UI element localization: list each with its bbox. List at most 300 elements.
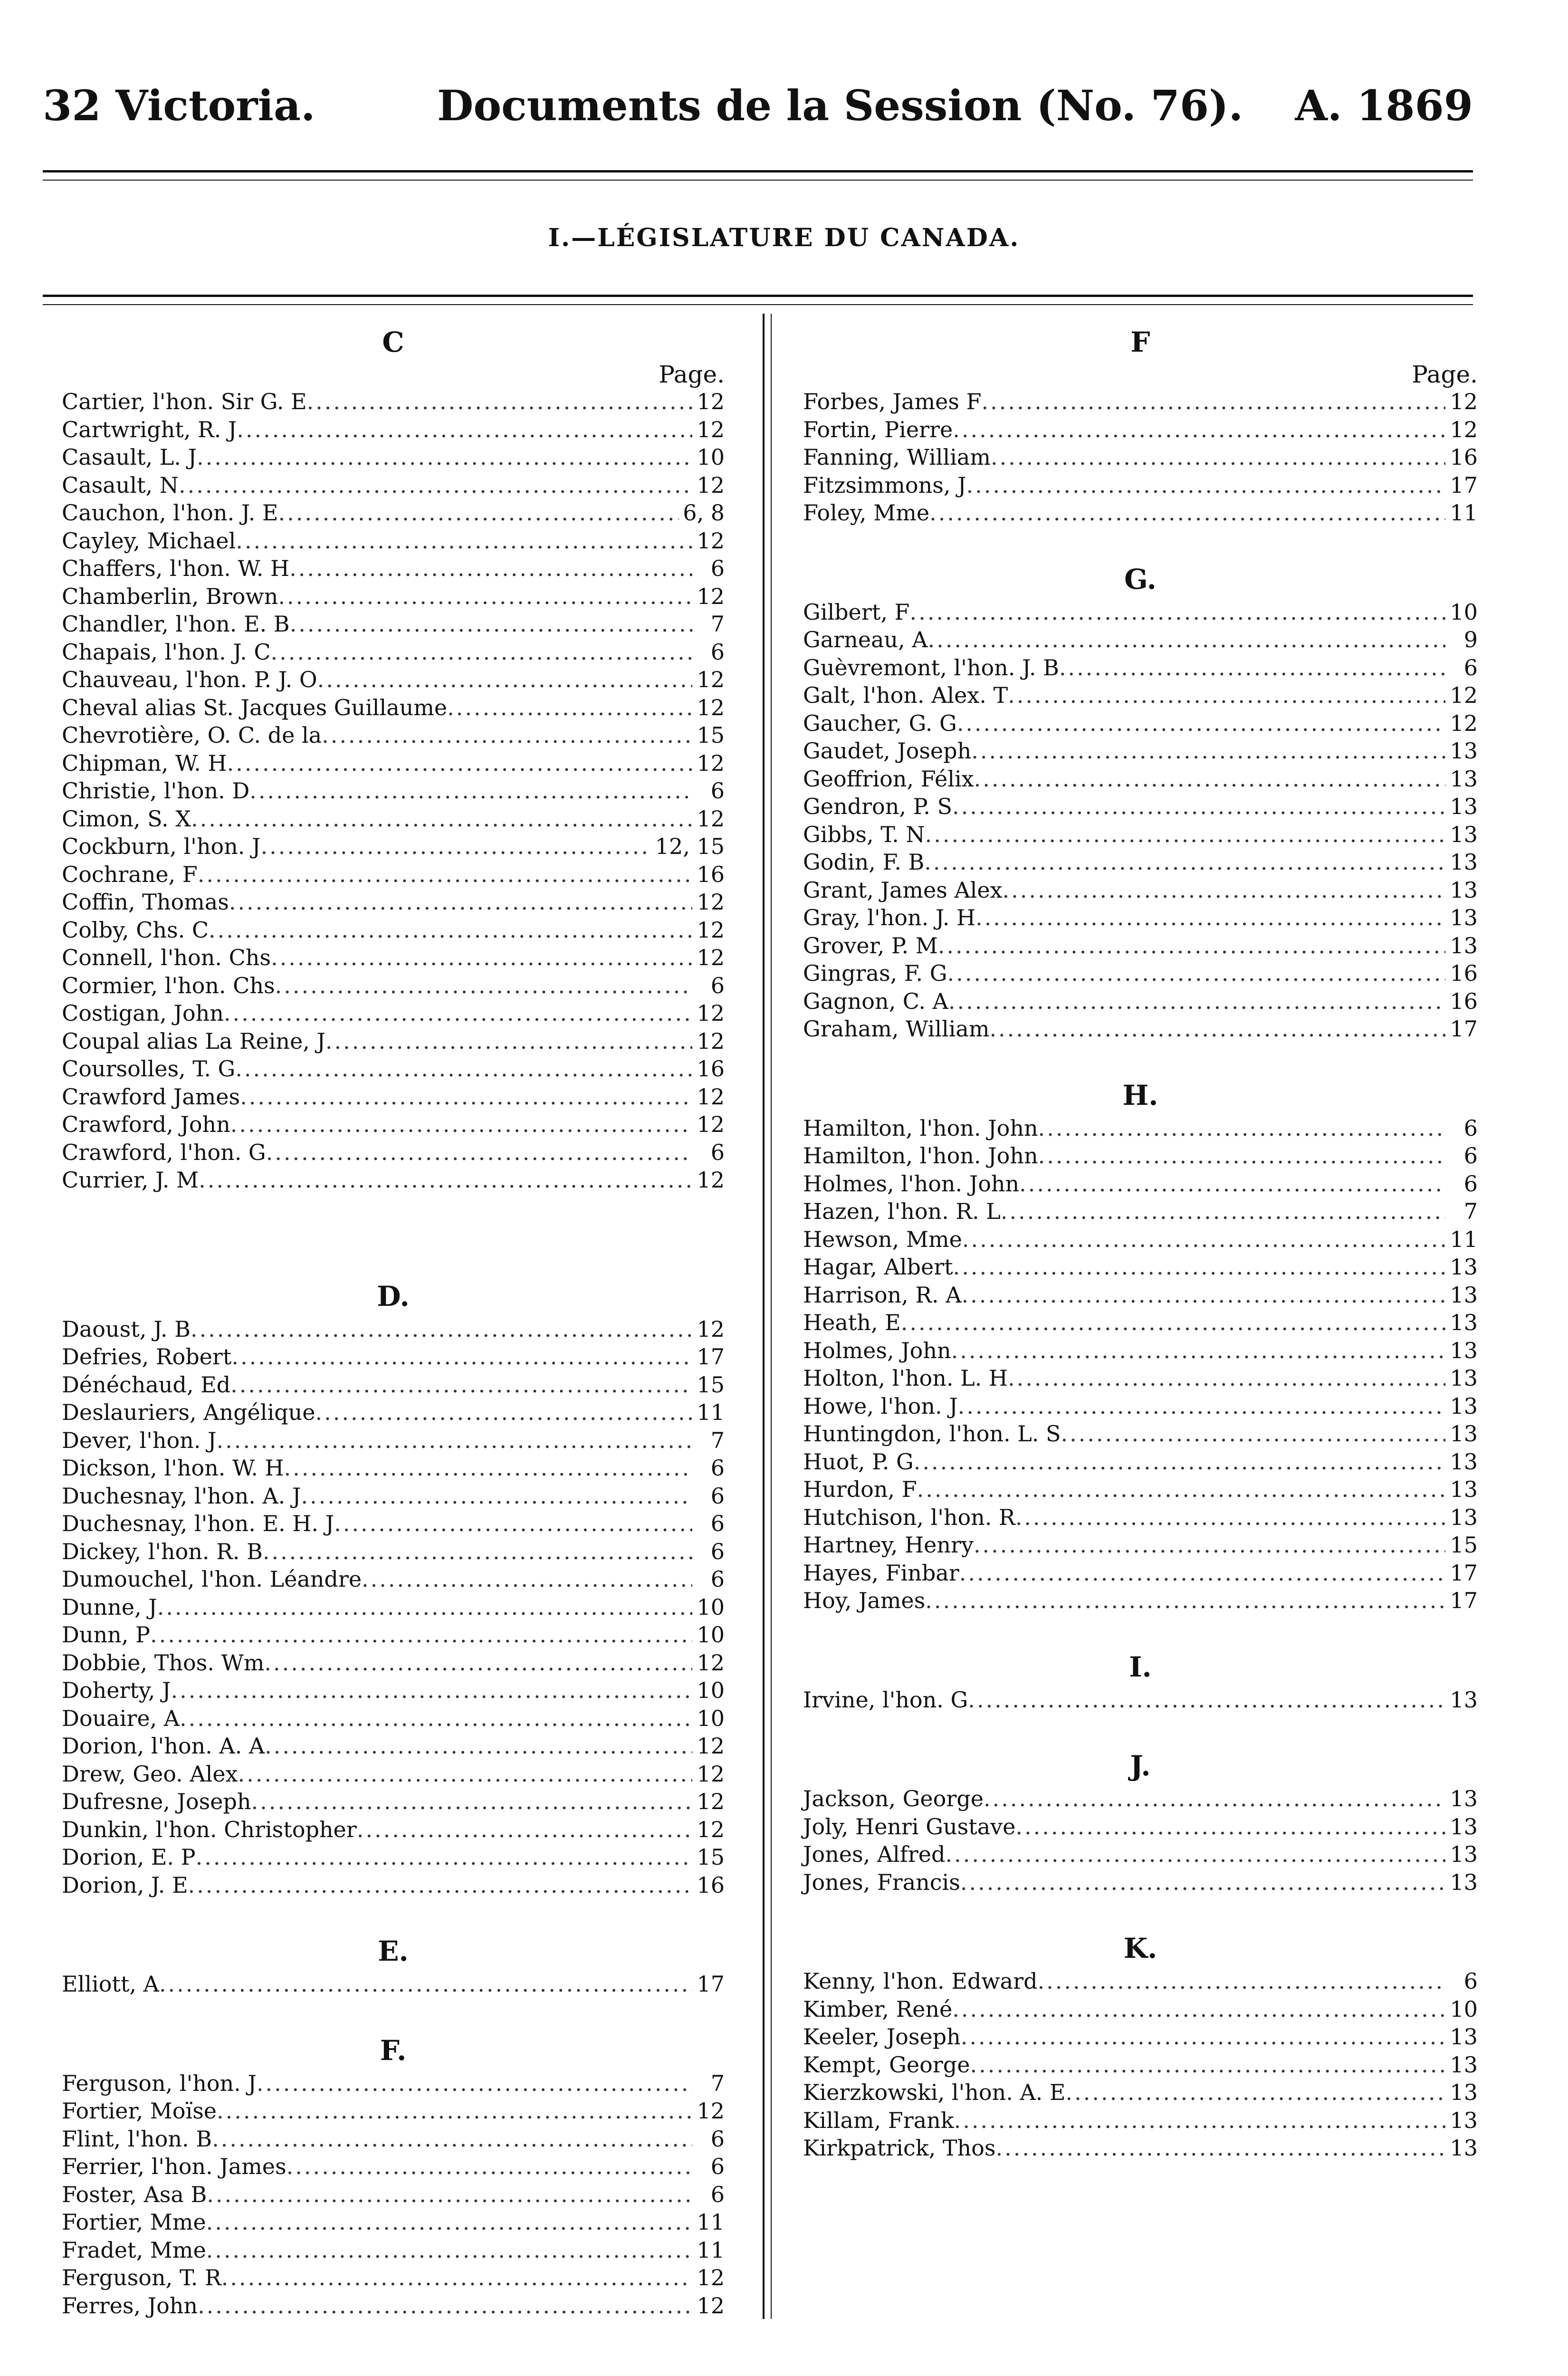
entry-name: Kempt, George (803, 2051, 970, 2078)
dot-leader (1015, 1504, 1445, 1532)
entry-name: Holton, l'hon. L. H (803, 1365, 1008, 1391)
entry-name: Dumouchel, l'hon. Léandre (62, 1566, 362, 1592)
entry-page: 17 (697, 1344, 725, 1370)
index-entry (803, 1337, 1478, 1365)
entry-page: 10 (697, 1594, 725, 1620)
dot-leader (953, 416, 1445, 444)
index-entry (803, 1114, 1478, 1142)
index-entry (803, 2023, 1478, 2051)
index-entry (803, 1686, 1478, 1714)
index-entry (803, 1868, 1478, 1897)
entry-page: 13 (1450, 877, 1478, 903)
entry-page: 12 (697, 527, 725, 554)
index-entry (62, 694, 725, 722)
section-letter: F (1130, 326, 1150, 358)
entry-name: Doherty, J (62, 1677, 171, 1703)
entry-name: Douaire, A (62, 1705, 180, 1731)
entry-page: 16 (1450, 444, 1478, 470)
entry-name: Defries, Robert (62, 1344, 232, 1370)
index-entry (62, 471, 725, 499)
entry-page: 6 (1463, 1143, 1478, 1169)
dot-leader (929, 499, 1445, 527)
header-volume: 32 Victoria. (43, 81, 316, 130)
entry-page: 13 (1450, 932, 1478, 958)
dot-leader (301, 1482, 692, 1510)
index-entry (62, 972, 725, 1000)
entry-page: 12 (697, 1733, 725, 1759)
index-entry (803, 1420, 1478, 1448)
dot-leader (206, 2236, 692, 2264)
index-entry (62, 1788, 725, 1816)
dot-leader (197, 443, 692, 471)
dot-leader (1066, 2079, 1446, 2107)
entry-name: Kirkpatrick, Thos (803, 2135, 996, 2161)
index-entry (62, 1760, 725, 1788)
entry-page: 16 (697, 1056, 725, 1082)
entry-page: 13 (1450, 2051, 1478, 2078)
dot-leader (975, 904, 1445, 932)
index-entry (803, 793, 1478, 821)
entry-name: Gendron, P. S (803, 794, 952, 819)
entry-page: 12 (697, 1000, 725, 1026)
entry-name: Hagar, Albert (803, 1254, 953, 1280)
index-entry (62, 833, 725, 861)
entry-name: Chaffers, l'hon. W. H (62, 556, 290, 581)
dot-leader (948, 987, 1445, 1016)
entry-page: 13 (1450, 1393, 1478, 1419)
entry-page: 12, 15 (655, 834, 725, 859)
entry-name: Fitzsimmons, J (803, 472, 966, 498)
section-gap (803, 1615, 1478, 1648)
dot-leader (271, 638, 692, 666)
entry-name: Huntingdon, l'hon. L. S (803, 1421, 1061, 1447)
dot-leader (1019, 1170, 1445, 1198)
index-entry (803, 1392, 1478, 1420)
entry-name: Chapais, l'hon. J. C (62, 639, 271, 665)
entry-page: 6 (710, 1455, 725, 1481)
dot-leader (209, 916, 692, 944)
section-letter: I. (1129, 1650, 1152, 1683)
entry-name: Fanning, William (803, 444, 991, 470)
entry-name: Foster, Asa B (62, 2181, 207, 2207)
section-letter: K. (1123, 1932, 1157, 1964)
entry-name: Hamilton, l'hon. John (803, 1115, 1038, 1141)
index-entry (803, 1253, 1478, 1281)
section-title: I.—LÉGISLATURE DU CANADA. (548, 223, 1020, 252)
index-entry (62, 499, 725, 527)
dot-leader (974, 765, 1445, 793)
index-entry (62, 777, 725, 805)
entry-name: Casault, N (62, 472, 179, 498)
entry-page: 13 (1450, 1254, 1478, 1280)
index-entry (803, 598, 1478, 626)
entry-name: Deslauriers, Angélique (62, 1399, 316, 1425)
entry-name: Gaudet, Joseph (803, 738, 972, 764)
entry-name: Ferrier, l'hon. James (62, 2154, 287, 2179)
entry-name: Cockburn, l'hon. J (62, 834, 261, 859)
entry-page: 12 (697, 945, 725, 970)
dot-leader (357, 1816, 692, 1844)
index-entry (803, 654, 1478, 682)
index-entry (803, 1364, 1478, 1392)
index-column-left (62, 323, 725, 2319)
entry-name: Joly, Henri Gustave (803, 1813, 1016, 1839)
entry-page: 15 (697, 1371, 725, 1398)
dot-leader (984, 1785, 1445, 1813)
entry-page: 13 (1450, 2024, 1478, 2050)
dot-leader (981, 388, 1445, 416)
dot-leader (196, 1843, 692, 1871)
entry-page: 13 (1450, 1813, 1478, 1839)
entry-name: Chamberlin, Brown (62, 583, 278, 609)
entry-page: 13 (1450, 1504, 1478, 1530)
dot-leader (1038, 1967, 1445, 1995)
entry-name: Ferguson, l'hon. J (62, 2070, 257, 2096)
entry-name: Dorion, E. P (62, 1844, 196, 1870)
entry-page: 12 (697, 1789, 725, 1814)
entry-page: 13 (1450, 738, 1478, 764)
dot-leader (991, 443, 1445, 471)
header-document: Documents de la Session (No. 76). (437, 81, 1243, 130)
section-gap (803, 1714, 1478, 1747)
entry-page: 11 (697, 1399, 725, 1425)
entry-page: 13 (1450, 2135, 1478, 2161)
entry-name: Fradet, Mme (62, 2237, 206, 2263)
entry-page: 17 (697, 1971, 725, 1997)
dot-leader (180, 1705, 692, 1733)
index-entry (62, 2208, 725, 2236)
index-entry (803, 932, 1478, 960)
dot-leader (206, 2208, 692, 2236)
dot-leader (231, 1343, 692, 1371)
entry-name: Dickson, l'hon. W. H (62, 1455, 284, 1481)
index-entry (62, 1565, 725, 1593)
entry-page: 12 (697, 750, 725, 776)
dot-leader (362, 1565, 692, 1593)
index-entry (803, 1170, 1478, 1198)
index-entry (62, 2125, 725, 2153)
entry-name: Keeler, Joseph (803, 2024, 961, 2050)
dot-leader (914, 1448, 1445, 1476)
entry-name: Hartney, Henry (803, 1532, 974, 1558)
dot-leader (238, 1760, 692, 1788)
entry-name: Dobbie, Thos. Wm (62, 1649, 265, 1676)
dot-leader (198, 2292, 692, 2320)
dot-leader (265, 1732, 692, 1760)
entry-name: Garneau, A (803, 627, 928, 652)
entry-name: Jones, Francis (803, 1869, 960, 1895)
index-entry (62, 944, 725, 972)
index-entry (803, 1587, 1478, 1615)
dot-leader (240, 1083, 692, 1111)
entry-page: 10 (1450, 599, 1478, 625)
index-entry (62, 1111, 725, 1139)
index-entry (62, 527, 725, 555)
entry-name: Jones, Alfred (803, 1841, 946, 1867)
dot-leader (317, 666, 692, 694)
entry-name: Geoffrion, Félix (803, 766, 974, 792)
index-entry (62, 888, 725, 916)
entry-page: 10 (697, 1677, 725, 1703)
dot-leader (974, 1531, 1445, 1559)
section-gap (62, 1194, 725, 1277)
entry-name: Ferguson, T. R (62, 2265, 221, 2290)
entry-name: Dorion, l'hon. A. A (62, 1733, 265, 1759)
entry-name: Forbes, James F (803, 389, 982, 414)
entry-name: Chipman, W. H (62, 750, 227, 776)
index-entry (803, 987, 1478, 1016)
index-entry (62, 2153, 725, 2181)
index-entry (803, 1015, 1478, 1043)
index-entry (803, 2107, 1478, 2135)
index-entry (62, 916, 725, 944)
dot-leader (1061, 1420, 1446, 1448)
entry-name: Coursolles, T. G (62, 1056, 236, 1082)
entry-page: 11 (1450, 500, 1478, 526)
entry-page: 13 (1450, 1786, 1478, 1811)
dot-leader (179, 471, 692, 499)
entry-page: 6 (1463, 1968, 1478, 1994)
dot-leader (925, 821, 1445, 849)
entry-page: 12 (697, 583, 725, 609)
index-entry (803, 2051, 1478, 2079)
page-column-label: Page. (1412, 361, 1478, 388)
dot-leader (952, 1995, 1445, 2023)
index-entry (803, 471, 1478, 499)
index-entry (62, 2181, 725, 2209)
entry-page: 12 (697, 1083, 725, 1110)
index-entry (803, 737, 1478, 765)
entry-name: Cimon, S. X (62, 805, 191, 832)
dot-leader (924, 848, 1445, 876)
entry-page: 13 (1450, 1337, 1478, 1363)
dot-leader (1003, 876, 1445, 904)
page-column-label: Page. (659, 361, 725, 388)
index-entry (803, 1142, 1478, 1170)
index-entry (803, 821, 1478, 849)
entry-name: Flint, l'hon. B (62, 2126, 212, 2152)
index-entry (803, 626, 1478, 654)
entry-page: 17 (1450, 1588, 1478, 1613)
entry-page: 13 (1450, 1421, 1478, 1447)
dot-leader (275, 972, 692, 1000)
section-letter: J. (1130, 1750, 1151, 1782)
entry-page: 16 (697, 861, 725, 887)
dot-leader (237, 416, 692, 444)
index-entry (62, 1139, 725, 1167)
index-entry (62, 1315, 725, 1343)
entry-page: 12 (697, 1111, 725, 1137)
entry-name: Gibbs, T. N (803, 821, 925, 847)
dot-leader (959, 1559, 1445, 1587)
dot-leader (447, 694, 692, 722)
index-entry (803, 1448, 1478, 1476)
dot-leader (257, 2069, 692, 2098)
entry-name: Hewson, Mme (803, 1226, 962, 1252)
entry-name: Howe, l'hon. J (803, 1393, 958, 1419)
index-entry (62, 1510, 725, 1538)
dot-leader (996, 2134, 1446, 2162)
index-entry (803, 1813, 1478, 1841)
entry-name: Hoy, James (803, 1588, 926, 1613)
dot-leader (251, 1788, 692, 1816)
entry-name: Crawford, John (62, 1111, 230, 1137)
dot-leader (221, 2264, 692, 2292)
section-letter: H. (1122, 1079, 1158, 1111)
entry-page: 12 (1450, 389, 1478, 414)
dot-leader (1059, 654, 1445, 682)
section-gap (803, 1043, 1478, 1076)
entry-name: Drew, Geo. Alex (62, 1761, 238, 1787)
dot-leader (1001, 1198, 1445, 1226)
dot-leader (971, 737, 1445, 765)
dot-leader (957, 709, 1445, 738)
entry-name: Duchesnay, l'hon. A. J (62, 1483, 301, 1509)
entry-page: 6 (710, 1511, 725, 1536)
entry-page: 11 (1450, 1226, 1478, 1252)
entry-page: 6 (710, 1139, 725, 1165)
index-entry (62, 721, 725, 749)
index-entry (803, 959, 1478, 987)
entry-page: 7 (1463, 1198, 1478, 1224)
dot-leader (307, 388, 692, 416)
entry-name: Dénéchaud, Ed (62, 1371, 231, 1398)
index-entry (62, 583, 725, 611)
entry-page: 13 (1450, 1869, 1478, 1895)
section-letter: D. (377, 1280, 410, 1313)
dot-leader (159, 1970, 692, 1998)
dot-leader (249, 777, 692, 805)
entry-name: Currier, J. M (62, 1167, 199, 1193)
dot-leader (150, 1621, 692, 1649)
entry-page: 9 (1463, 627, 1478, 652)
entry-page: 12 (697, 472, 725, 498)
index-entry (62, 1871, 725, 1899)
section-letter: F. (380, 2034, 407, 2067)
entry-page: 15 (1450, 1532, 1478, 1558)
entry-name: Chauveau, l'hon. P. J. O (62, 667, 317, 692)
entry-name: Hazen, l'hon. R. L (803, 1198, 1001, 1224)
entry-page: 13 (1450, 1365, 1478, 1391)
dot-leader (951, 1337, 1445, 1365)
dot-leader (289, 555, 692, 583)
entry-name: Jackson, George (803, 1786, 984, 1811)
entry-page: 12 (697, 917, 725, 943)
index-entry (803, 1559, 1478, 1587)
header-year: A. 1869 (1295, 81, 1473, 130)
dot-leader (264, 1649, 692, 1677)
entry-name: Dunne, J (62, 1594, 157, 1620)
index-entry (62, 1649, 725, 1677)
dot-leader (235, 1055, 692, 1083)
entry-page: 12 (697, 389, 725, 414)
dot-leader (260, 833, 651, 861)
dot-leader (271, 944, 692, 972)
dot-leader (928, 626, 1445, 654)
dot-leader (322, 721, 692, 749)
entry-name: Dever, l'hon. J (62, 1427, 217, 1453)
entry-name: Elliott, A (62, 1971, 159, 1997)
dot-leader (1038, 1114, 1445, 1142)
entry-page: 16 (697, 1872, 725, 1898)
dot-leader (230, 1371, 692, 1399)
entry-page: 13 (1450, 849, 1478, 875)
entry-name: Colby, Chs. C (62, 917, 209, 943)
entry-name: Coupal alias La Reine, J (62, 1028, 325, 1054)
dot-leader (224, 999, 692, 1027)
entry-page: 12 (697, 889, 725, 915)
entry-page: 15 (697, 1844, 725, 1870)
entry-page: 6 (1463, 654, 1478, 680)
dot-leader (1015, 1813, 1445, 1841)
index-entry (62, 1816, 725, 1844)
index-entry (62, 1166, 725, 1194)
index-entry (803, 1995, 1478, 2023)
entry-name: Dufresne, Joseph (62, 1789, 251, 1814)
entry-name: Kierzkowski, l'hon. A. E (803, 2079, 1066, 2105)
entry-page: 17 (1450, 1560, 1478, 1586)
entry-name: Fortier, Mme (62, 2209, 206, 2235)
entry-name: Cochrane, F (62, 861, 198, 887)
dot-leader (947, 959, 1445, 987)
dot-leader (953, 1253, 1445, 1281)
entry-name: Casault, L. J (62, 444, 197, 470)
header-rule-thin (43, 180, 1473, 181)
index-entry (62, 1371, 725, 1399)
entry-name: Cartier, l'hon. Sir G. E (62, 389, 307, 414)
index-entry (62, 1427, 725, 1455)
entry-name: Dunkin, l'hon. Christopher (62, 1816, 357, 1842)
section-gap (803, 1896, 1478, 1929)
dot-leader (278, 499, 679, 527)
entry-page: 13 (1450, 2079, 1478, 2105)
entry-name: Gray, l'hon. J. H (803, 905, 976, 930)
entry-name: Killam, Frank (803, 2107, 954, 2133)
entry-page: 13 (1450, 1841, 1478, 1867)
entry-name: Connell, l'hon. Chs (62, 945, 271, 970)
entry-page: 10 (697, 1705, 725, 1731)
index-entry (62, 416, 725, 444)
index-entry (62, 1843, 725, 1871)
entry-page: 10 (1450, 1996, 1478, 2022)
index-entry (62, 2264, 725, 2292)
index-entry (62, 1538, 725, 1566)
entry-page: 13 (1450, 766, 1478, 792)
entry-name: Coffin, Thomas (62, 889, 229, 915)
entry-page: 16 (1450, 988, 1478, 1014)
entry-page: 7 (710, 1427, 725, 1453)
entry-name: Dorion, J. E (62, 1872, 188, 1898)
column-divider (763, 314, 765, 2319)
index-entry (803, 2079, 1478, 2107)
entry-page: 13 (1450, 1686, 1478, 1713)
entry-page: 12 (1450, 710, 1478, 736)
entry-name: Dickey, l'hon. R. B (62, 1538, 263, 1564)
entry-page: 6 (710, 556, 725, 581)
dot-leader (945, 1840, 1445, 1868)
entry-name: Crawford, l'hon. G (62, 1139, 266, 1165)
entry-name: Ferres, John (62, 2292, 198, 2319)
entry-name: Holmes, l'hon. John (803, 1170, 1020, 1197)
title-rule (43, 295, 1473, 297)
index-entry (803, 1198, 1478, 1226)
dot-leader (188, 1871, 692, 1899)
dot-leader (198, 861, 692, 889)
index-entry (62, 749, 725, 777)
dot-leader (191, 805, 692, 833)
dot-leader (227, 749, 693, 777)
entry-page: 13 (1450, 1282, 1478, 1308)
